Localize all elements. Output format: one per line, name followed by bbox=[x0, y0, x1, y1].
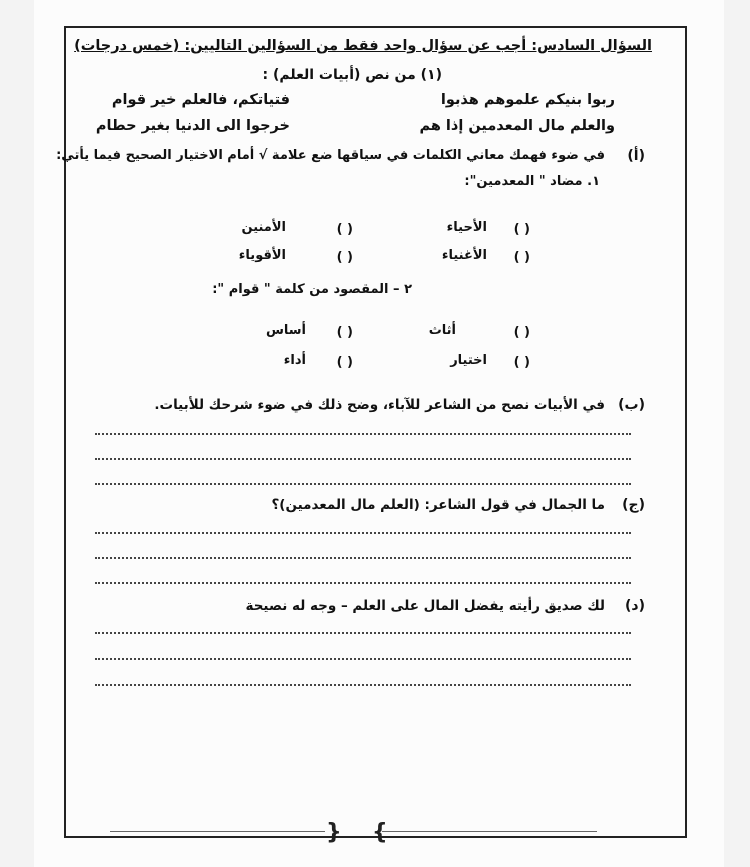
part-d-text: لك صديق رأيته يفضل المال على العلم – وجه له نصيحة bbox=[245, 598, 605, 614]
option-label: اختيار bbox=[450, 353, 487, 368]
option-label: الأغنياء bbox=[441, 248, 487, 263]
q1-prompt: ١. مضاد " المعدمين": bbox=[464, 174, 600, 189]
part-b-label: (ب) bbox=[618, 397, 645, 413]
answer-line[interactable] bbox=[95, 582, 631, 584]
answer-line[interactable] bbox=[95, 532, 631, 534]
checkbox[interactable]: ( ) bbox=[513, 325, 530, 340]
part-b-text: في الأبيات نصح من الشاعر للآباء، وضح ذلك في ضوء شرحك للأبيات. bbox=[154, 397, 605, 413]
answer-line[interactable] bbox=[95, 684, 631, 686]
answer-line[interactable] bbox=[95, 458, 631, 460]
checkbox[interactable]: ( ) bbox=[336, 325, 353, 340]
poem-line1-left: فتياتكم، فالعلم خير قوام bbox=[111, 92, 290, 108]
footer-rule-right bbox=[382, 831, 597, 832]
option-label: أداء bbox=[283, 353, 306, 368]
answer-line[interactable] bbox=[95, 433, 631, 435]
checkbox[interactable]: ( ) bbox=[513, 250, 530, 265]
poem-line1-right: ربوا بنيكم علموهم هذبوا bbox=[440, 92, 615, 108]
option-label: أثاث bbox=[428, 323, 456, 338]
question-title: السؤال السادس: أجب عن سؤال واحد فقط من السؤالين التاليين: (خمس درجات) bbox=[74, 38, 652, 54]
footer-brace-right: } bbox=[372, 820, 388, 845]
footer-brace-left: { bbox=[326, 820, 342, 845]
q2-prompt: ٢ – المقصود من كلمة " قوام ": bbox=[212, 282, 412, 297]
option-label: أساس bbox=[265, 323, 306, 338]
part-a-instruction: في ضوء فهمك معاني الكلمات في سياقها ضع علامة √ أمام الاختيار الصحيح فيما يأتي: bbox=[56, 148, 605, 163]
text-intro: (١) من نص (أبيات العلم) : bbox=[262, 67, 442, 83]
checkbox[interactable]: ( ) bbox=[513, 222, 530, 237]
option-label: الأمنين bbox=[241, 220, 286, 235]
footer-rule-left bbox=[110, 831, 325, 832]
answer-line[interactable] bbox=[95, 658, 631, 660]
answer-line[interactable] bbox=[95, 557, 631, 559]
option-label: الأحياء bbox=[446, 220, 487, 235]
poem-line2-left: خرجوا الى الدنيا بغير حطام bbox=[95, 118, 290, 134]
part-c-label: (ج) bbox=[622, 497, 645, 513]
part-a-label: (أ) bbox=[627, 148, 645, 164]
answer-line[interactable] bbox=[95, 483, 631, 485]
answer-line[interactable] bbox=[95, 632, 631, 634]
part-d-label: (د) bbox=[625, 598, 645, 614]
poem-line2-right: والعلم مال المعدمين إذا هم bbox=[419, 118, 615, 134]
checkbox[interactable]: ( ) bbox=[336, 355, 353, 370]
checkbox[interactable]: ( ) bbox=[336, 222, 353, 237]
checkbox[interactable]: ( ) bbox=[336, 250, 353, 265]
part-c-text: ما الجمال في قول الشاعر: (العلم مال المعدمين)؟ bbox=[271, 497, 605, 513]
option-label: الأقوياء bbox=[238, 248, 286, 263]
checkbox[interactable]: ( ) bbox=[513, 355, 530, 370]
